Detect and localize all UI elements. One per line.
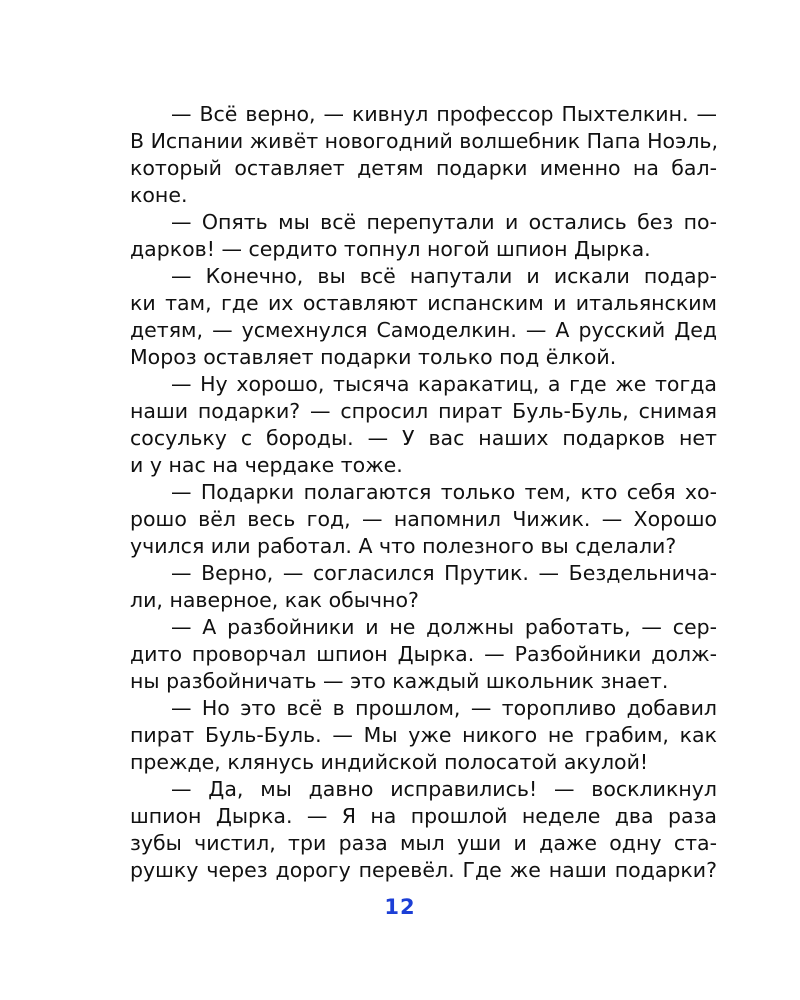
text-line: сосульку с бороды. — У вас наших подарков нет [130, 426, 717, 450]
text-line: рошо вёл весь год, — напомнил Чижик. — Хорошо [130, 507, 717, 531]
page-body-text [130, 101, 717, 884]
text-line: зубы чистил, три раза мыл уши и даже одну ста- [130, 831, 717, 855]
text-line: — Подарки полагаются только тем, кто себя хо- [171, 480, 717, 504]
text-line: детям, — усмехнулся Самоделкин. — А русский Дед [130, 318, 717, 342]
text-line: и у нас на чердаке тоже. [130, 453, 403, 477]
text-line: — Верно, — согласился Прутик. — Бездельнича- [171, 561, 717, 585]
text-line: — Но это всё в прошлом, — торопливо добавил [171, 696, 717, 720]
text-line: ны разбойничать — это каждый школьник знает. [130, 669, 669, 693]
text-line: коне. [130, 183, 188, 207]
text-line: — Всё верно, — кивнул профессор Пыхтелкин. — [171, 102, 717, 126]
text-line: ли, наверное, как обычно? [130, 588, 419, 612]
text-line: наши подарки? — спросил пират Буль-Буль, снимая [130, 399, 717, 423]
text-line: пират Буль-Буль. — Мы уже никого не грабим, как [130, 723, 717, 747]
text-line: Мороз оставляет подарки только под ёлкой. [130, 345, 617, 369]
text-line: прежде, клянусь индийской полосатой акулой! [130, 750, 649, 774]
text-line: рушку через дорогу перевёл. Где же наши подарки? [130, 858, 717, 882]
text-line: учился или работал. А что полезного вы сделали? [130, 534, 677, 558]
text-line: — Ну хорошо, тысяча каракатиц, а где же тогда [171, 372, 717, 396]
page-number: 12 [384, 895, 416, 919]
text-line: — А разбойники и не должны работать, — сер- [171, 615, 717, 639]
text-line: ки там, где их оставляют испанским и итальянским [130, 291, 717, 315]
text-line: шпион Дырка. — Я на прошлой неделе два раза [130, 804, 717, 828]
text-line: который оставляет детям подарки именно на бал- [130, 156, 717, 180]
text-line: В Испании живёт новогодний волшебник Папа Ноэль, [130, 129, 719, 153]
text-line: дарков! — сердито топнул ногой шпион Дырка. [130, 237, 651, 261]
text-line: — Да, мы давно исправились! — воскликнул [171, 777, 717, 801]
text-line: — Опять мы всё перепутали и остались без по- [171, 210, 717, 234]
text-line: — Конечно, вы всё напутали и искали подар- [171, 264, 717, 288]
text-line: дито проворчал шпион Дырка. — Разбойники долж- [130, 642, 717, 666]
